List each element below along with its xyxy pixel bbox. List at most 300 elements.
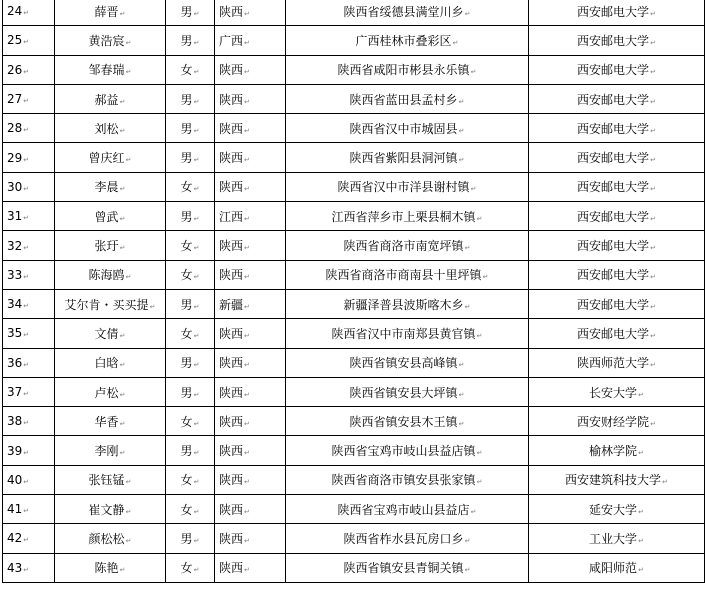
name-cell — [55, 289, 166, 318]
paragraph-mark-icon: ↵ — [650, 302, 656, 311]
name-cell — [55, 260, 166, 289]
paragraph-mark-icon: ↵ — [244, 449, 250, 458]
school-text: 西安邮电大学 — [577, 239, 650, 254]
school-cell — [529, 260, 705, 289]
province-text: 陕西 — [219, 326, 244, 341]
paragraph-mark-icon: ↵ — [464, 566, 471, 575]
address-text: 陕西省宝鸡市岐山县益店 — [337, 502, 470, 517]
paragraph-mark-icon: ↵ — [23, 38, 30, 47]
paragraph-mark-icon: ↵ — [23, 390, 30, 398]
paragraph-mark-icon: ↵ — [23, 331, 30, 340]
province-text: 陕西 — [219, 151, 244, 166]
paragraph-mark-icon: ↵ — [193, 156, 200, 165]
gender-cell — [166, 377, 215, 406]
province-text: 陕西 — [219, 268, 244, 283]
gender-text: 男 — [180, 385, 193, 400]
school-text: 延安大学 — [589, 502, 638, 517]
paragraph-mark-icon: ↵ — [650, 97, 656, 106]
page-bottom-margin — [0, 598, 705, 615]
province-text: 陕西 — [219, 180, 244, 195]
paragraph-mark-icon: ↵ — [650, 244, 656, 253]
table-row — [3, 348, 705, 377]
paragraph-mark-icon: ↵ — [244, 566, 250, 575]
school-cell — [529, 84, 705, 113]
address-text: 陕西省镇安县木王镇 — [349, 414, 458, 429]
school-cell — [529, 319, 705, 348]
paragraph-mark-icon: ↵ — [125, 38, 132, 47]
gender-cell — [166, 55, 215, 84]
gender-text: 男 — [180, 356, 193, 371]
gender-text: 男 — [180, 297, 193, 312]
school-text: 西安邮电大学 — [577, 33, 650, 48]
paragraph-mark-icon: ↵ — [23, 302, 30, 311]
school-text: 西安邮电大学 — [577, 326, 650, 341]
gender-text: 女 — [180, 239, 193, 254]
row-number-text: 38 — [7, 414, 23, 429]
address-cell — [286, 407, 529, 436]
row-number-text: 39 — [7, 443, 23, 458]
row-number-text: 26 — [7, 62, 23, 77]
paragraph-mark-icon: ↵ — [638, 390, 644, 399]
province-cell — [215, 55, 286, 84]
name-text: 卢松 — [94, 385, 119, 400]
gender-text: 女 — [180, 326, 193, 341]
table-row — [3, 407, 705, 436]
province-text: 江西 — [219, 209, 244, 224]
paragraph-mark-icon: ↵ — [476, 449, 483, 458]
paragraph-mark-icon: ↵ — [244, 419, 250, 428]
name-cell — [55, 172, 166, 201]
name-text: 艾尔肯・买买提 — [64, 297, 149, 312]
school-cell — [529, 231, 705, 260]
table-row — [3, 26, 705, 55]
paragraph-mark-icon: ↵ — [476, 214, 483, 223]
paragraph-mark-icon: ↵ — [193, 273, 200, 282]
paragraph-mark-icon: ↵ — [119, 126, 126, 135]
paragraph-mark-icon: ↵ — [23, 9, 30, 18]
row-number-text: 25 — [7, 33, 23, 48]
row-number-text: 29 — [7, 150, 23, 165]
name-text: 崔文静 — [88, 502, 125, 517]
province-text: 陕西 — [219, 531, 244, 546]
gender-cell — [166, 143, 215, 172]
province-cell — [215, 436, 286, 465]
paragraph-mark-icon: ↵ — [119, 97, 126, 106]
gender-cell — [166, 465, 215, 494]
school-text: 西安财经学院 — [577, 414, 650, 429]
paragraph-mark-icon: ↵ — [244, 126, 250, 135]
paragraph-mark-icon: ↵ — [650, 9, 656, 18]
province-text: 陕西 — [219, 63, 244, 78]
province-text: 陕西 — [219, 92, 244, 107]
address-text: 陕西省镇安县高峰镇 — [349, 356, 458, 371]
name-text: 邹春瑞 — [88, 63, 125, 78]
address-text: 江西省萍乡市上栗县桐木镇 — [331, 209, 476, 224]
name-text: 文倩 — [94, 326, 119, 341]
name-text: 郝益 — [94, 92, 119, 107]
name-cell — [55, 55, 166, 84]
gender-text: 男 — [180, 33, 193, 48]
province-cell — [215, 0, 286, 26]
paragraph-mark-icon: ↵ — [23, 126, 30, 135]
address-text: 陕西省镇安县青铜关镇 — [343, 561, 464, 576]
address-cell — [286, 0, 529, 26]
paragraph-mark-icon: ↵ — [458, 156, 465, 165]
paragraph-mark-icon: ↵ — [193, 478, 200, 487]
paragraph-mark-icon: ↵ — [193, 507, 200, 516]
paragraph-mark-icon: ↵ — [193, 302, 200, 311]
paragraph-mark-icon: ↵ — [638, 566, 644, 575]
row-number-text: 27 — [7, 92, 23, 107]
province-text: 陕西 — [219, 444, 244, 459]
row-number-text: 31 — [7, 209, 23, 224]
school-cell — [529, 289, 705, 318]
paragraph-mark-icon: ↵ — [650, 185, 656, 194]
school-text: 西安邮电大学 — [577, 209, 650, 224]
row-number-cell — [3, 55, 55, 84]
name-cell — [55, 407, 166, 436]
gender-cell — [166, 436, 215, 465]
address-cell — [286, 289, 529, 318]
school-cell — [529, 495, 705, 524]
school-cell — [529, 524, 705, 553]
address-text: 陕西省紫阳县洞河镇 — [349, 151, 458, 166]
paragraph-mark-icon: ↵ — [244, 536, 250, 545]
address-cell — [286, 319, 529, 348]
row-number-text: 28 — [7, 121, 23, 136]
table-row — [3, 172, 705, 201]
name-text: 张玗 — [94, 239, 119, 254]
province-cell — [215, 524, 286, 553]
paragraph-mark-icon: ↵ — [23, 243, 30, 252]
row-number-text: 40 — [7, 472, 23, 487]
paragraph-mark-icon: ↵ — [119, 331, 126, 340]
paragraph-mark-icon: ↵ — [119, 214, 126, 223]
row-number-cell — [3, 172, 55, 201]
address-text: 陕西省绥德县满堂川乡 — [343, 4, 464, 19]
gender-cell — [166, 84, 215, 113]
paragraph-mark-icon: ↵ — [244, 361, 250, 370]
address-cell — [286, 348, 529, 377]
gender-cell — [166, 114, 215, 143]
paragraph-mark-icon: ↵ — [193, 449, 200, 458]
paragraph-mark-icon: ↵ — [638, 507, 644, 516]
gender-cell — [166, 0, 215, 26]
name-cell — [55, 231, 166, 260]
paragraph-mark-icon: ↵ — [464, 244, 471, 253]
province-cell — [215, 172, 286, 201]
table-row — [3, 55, 705, 84]
paragraph-mark-icon: ↵ — [458, 126, 465, 135]
name-text: 华香 — [94, 414, 119, 429]
row-number-cell — [3, 0, 55, 26]
paragraph-mark-icon: ↵ — [125, 507, 132, 516]
school-text: 西安邮电大学 — [577, 151, 650, 166]
province-text: 陕西 — [219, 473, 244, 488]
school-text: 西安邮电大学 — [577, 92, 650, 107]
name-text: 颜松松 — [88, 531, 125, 546]
paragraph-mark-icon: ↵ — [119, 9, 126, 18]
paragraph-mark-icon: ↵ — [458, 390, 465, 399]
school-cell — [529, 407, 705, 436]
name-cell — [55, 348, 166, 377]
paragraph-mark-icon: ↵ — [650, 214, 656, 223]
name-cell — [55, 465, 166, 494]
paragraph-mark-icon: ↵ — [193, 97, 200, 106]
table-row — [3, 260, 705, 289]
row-number-text: 33 — [7, 267, 23, 282]
paragraph-mark-icon: ↵ — [193, 566, 200, 575]
row-number-text: 41 — [7, 502, 23, 517]
gender-cell — [166, 553, 215, 582]
row-number-text: 37 — [7, 385, 23, 399]
address-cell — [286, 55, 529, 84]
gender-text: 男 — [180, 531, 193, 546]
paragraph-mark-icon: ↵ — [244, 9, 250, 18]
province-text: 陕西 — [219, 561, 244, 576]
paragraph-mark-icon: ↵ — [244, 38, 250, 47]
paragraph-mark-icon: ↵ — [193, 419, 200, 428]
table-row — [3, 495, 705, 524]
gender-text: 女 — [180, 561, 193, 576]
row-number-text: 24 — [7, 4, 23, 19]
row-number-cell — [3, 524, 55, 553]
paragraph-mark-icon: ↵ — [193, 68, 200, 77]
row-number-cell — [3, 348, 55, 377]
province-cell — [215, 553, 286, 582]
address-text: 陕西省宝鸡市岐山县益店镇 — [331, 444, 476, 459]
paragraph-mark-icon: ↵ — [244, 97, 250, 106]
address-text: 陕西省汉中市南郑县黄官镇 — [331, 326, 476, 341]
school-text: 西安邮电大学 — [577, 63, 650, 78]
name-cell — [55, 26, 166, 55]
paragraph-mark-icon: ↵ — [244, 302, 250, 311]
paragraph-mark-icon: ↵ — [125, 478, 132, 487]
paragraph-mark-icon: ↵ — [193, 9, 200, 18]
paragraph-mark-icon: ↵ — [470, 507, 477, 516]
gender-cell — [166, 172, 215, 201]
paragraph-mark-icon: ↵ — [650, 331, 656, 340]
paragraph-mark-icon: ↵ — [650, 156, 656, 165]
row-number-cell — [3, 231, 55, 260]
address-text: 陕西省商洛市南宽坪镇 — [343, 239, 464, 254]
paragraph-mark-icon: ↵ — [23, 448, 30, 457]
paragraph-mark-icon: ↵ — [482, 273, 489, 282]
gender-text: 女 — [180, 502, 193, 517]
paragraph-mark-icon: ↵ — [119, 244, 126, 253]
address-text: 陕西省商洛市商南县十里坪镇 — [325, 268, 482, 283]
paragraph-mark-icon: ↵ — [244, 214, 250, 223]
name-text: 黄浩宸 — [88, 33, 125, 48]
address-text: 陕西省柞水县瓦房口乡 — [343, 531, 464, 546]
address-cell — [286, 436, 529, 465]
paragraph-mark-icon: ↵ — [650, 361, 656, 370]
province-cell — [215, 319, 286, 348]
row-number-cell — [3, 114, 55, 143]
paragraph-mark-icon: ↵ — [244, 331, 250, 340]
table-row — [3, 231, 705, 260]
paragraph-mark-icon: ↵ — [119, 449, 126, 458]
row-number-cell — [3, 407, 55, 436]
address-cell — [286, 202, 529, 231]
paragraph-mark-icon: ↵ — [193, 536, 200, 545]
school-text: 西安邮电大学 — [577, 268, 650, 283]
province-text: 陕西 — [219, 239, 244, 254]
row-number-cell — [3, 202, 55, 231]
school-text: 长安大学 — [589, 385, 638, 400]
name-text: 陈艳 — [94, 561, 119, 576]
school-text: 陕西师范大学 — [577, 356, 650, 371]
name-text: 薛晋 — [94, 4, 119, 19]
row-number-text: 42 — [7, 531, 23, 546]
row-number-cell — [3, 553, 55, 582]
name-cell — [55, 143, 166, 172]
gender-text: 女 — [180, 473, 193, 488]
paragraph-mark-icon: ↵ — [470, 68, 477, 77]
row-number-text: 32 — [7, 238, 23, 253]
school-cell — [529, 26, 705, 55]
student-table — [2, 0, 705, 583]
school-cell — [529, 377, 705, 406]
address-cell — [286, 465, 529, 494]
school-cell — [529, 436, 705, 465]
gender-cell — [166, 231, 215, 260]
province-cell — [215, 84, 286, 113]
paragraph-mark-icon: ↵ — [125, 536, 132, 545]
paragraph-mark-icon: ↵ — [119, 185, 126, 194]
paragraph-mark-icon: ↵ — [23, 67, 30, 76]
paragraph-mark-icon: ↵ — [125, 68, 132, 77]
table-row — [3, 143, 705, 172]
row-number-cell — [3, 319, 55, 348]
gender-cell — [166, 407, 215, 436]
gender-cell — [166, 289, 215, 318]
gender-cell — [166, 260, 215, 289]
paragraph-mark-icon: ↵ — [23, 184, 30, 193]
paragraph-mark-icon: ↵ — [119, 566, 126, 575]
paragraph-mark-icon: ↵ — [23, 97, 30, 106]
paragraph-mark-icon: ↵ — [464, 9, 471, 18]
paragraph-mark-icon: ↵ — [23, 565, 30, 574]
row-number-cell — [3, 289, 55, 318]
paragraph-mark-icon: ↵ — [650, 68, 656, 77]
gender-cell — [166, 524, 215, 553]
name-text: 李刚 — [94, 444, 119, 459]
address-text: 陕西省咸阳市彬县永乐镇 — [337, 63, 470, 78]
paragraph-mark-icon: ↵ — [193, 244, 200, 253]
address-text: 新疆泽普县波斯喀木乡 — [343, 297, 464, 312]
table-row — [3, 553, 705, 582]
paragraph-mark-icon: ↵ — [244, 273, 250, 282]
address-cell — [286, 84, 529, 113]
gender-text: 男 — [180, 444, 193, 459]
paragraph-mark-icon: ↵ — [650, 38, 656, 47]
gender-text: 男 — [180, 151, 193, 166]
school-cell — [529, 465, 705, 494]
address-text: 广西桂林市叠彩区 — [355, 33, 452, 48]
province-text: 陕西 — [219, 385, 244, 400]
school-text: 榆林学院 — [589, 444, 638, 459]
address-text: 陕西省镇安县大坪镇 — [349, 385, 458, 400]
paragraph-mark-icon: ↵ — [244, 68, 250, 77]
paragraph-mark-icon: ↵ — [193, 361, 200, 370]
gender-text: 男 — [180, 92, 193, 107]
table-row — [3, 465, 705, 494]
address-cell — [286, 114, 529, 143]
school-cell — [529, 114, 705, 143]
gender-text: 男 — [180, 121, 193, 136]
school-text: 工业大学 — [589, 531, 638, 546]
province-cell — [215, 465, 286, 494]
paragraph-mark-icon: ↵ — [23, 155, 30, 164]
province-cell — [215, 260, 286, 289]
table-row — [3, 319, 705, 348]
name-text: 曾武 — [94, 209, 119, 224]
paragraph-mark-icon: ↵ — [650, 419, 656, 428]
paragraph-mark-icon: ↵ — [650, 273, 656, 282]
name-text: 张钰锰 — [88, 473, 125, 488]
school-cell — [529, 553, 705, 582]
paragraph-mark-icon: ↵ — [23, 536, 30, 545]
name-text: 白晗 — [94, 356, 119, 371]
paragraph-mark-icon: ↵ — [193, 214, 200, 223]
name-cell — [55, 202, 166, 231]
name-text: 曾庆红 — [88, 151, 125, 166]
row-number-text: 35 — [7, 326, 23, 341]
name-text: 陈海鸥 — [88, 268, 125, 283]
school-text: 西安邮电大学 — [577, 121, 650, 136]
school-cell — [529, 202, 705, 231]
address-cell — [286, 553, 529, 582]
address-cell — [286, 260, 529, 289]
paragraph-mark-icon: ↵ — [193, 185, 200, 194]
name-cell — [55, 495, 166, 524]
province-text: 陕西 — [219, 121, 244, 136]
paragraph-mark-icon: ↵ — [193, 38, 200, 47]
gender-cell — [166, 495, 215, 524]
name-cell — [55, 114, 166, 143]
paragraph-mark-icon: ↵ — [23, 507, 30, 516]
name-cell — [55, 0, 166, 26]
table-row — [3, 289, 705, 318]
address-text: 陕西省汉中市洋县谢村镇 — [337, 180, 470, 195]
school-text: 西安邮电大学 — [577, 297, 650, 312]
address-text: 陕西省商洛市镇安县张家镇 — [331, 473, 476, 488]
paragraph-mark-icon: ↵ — [125, 156, 132, 165]
province-text: 新疆 — [219, 297, 244, 312]
school-text: 咸阳师范 — [589, 561, 638, 576]
province-text: 陕西 — [219, 502, 244, 517]
row-number-cell — [3, 260, 55, 289]
province-text: 陕西 — [219, 414, 244, 429]
row-number-cell — [3, 84, 55, 113]
address-cell — [286, 377, 529, 406]
paragraph-mark-icon: ↵ — [638, 449, 644, 458]
paragraph-mark-icon: ↵ — [125, 273, 132, 282]
row-number-text: 36 — [7, 355, 23, 370]
province-cell — [215, 289, 286, 318]
table-row — [3, 202, 705, 231]
gender-cell — [166, 26, 215, 55]
paragraph-mark-icon: ↵ — [458, 97, 465, 106]
table-row — [3, 377, 705, 406]
paragraph-mark-icon: ↵ — [119, 390, 126, 399]
province-cell — [215, 202, 286, 231]
address-cell — [286, 495, 529, 524]
gender-text: 女 — [180, 414, 193, 429]
school-text: 西安邮电大学 — [577, 180, 650, 195]
paragraph-mark-icon: ↵ — [23, 360, 30, 369]
